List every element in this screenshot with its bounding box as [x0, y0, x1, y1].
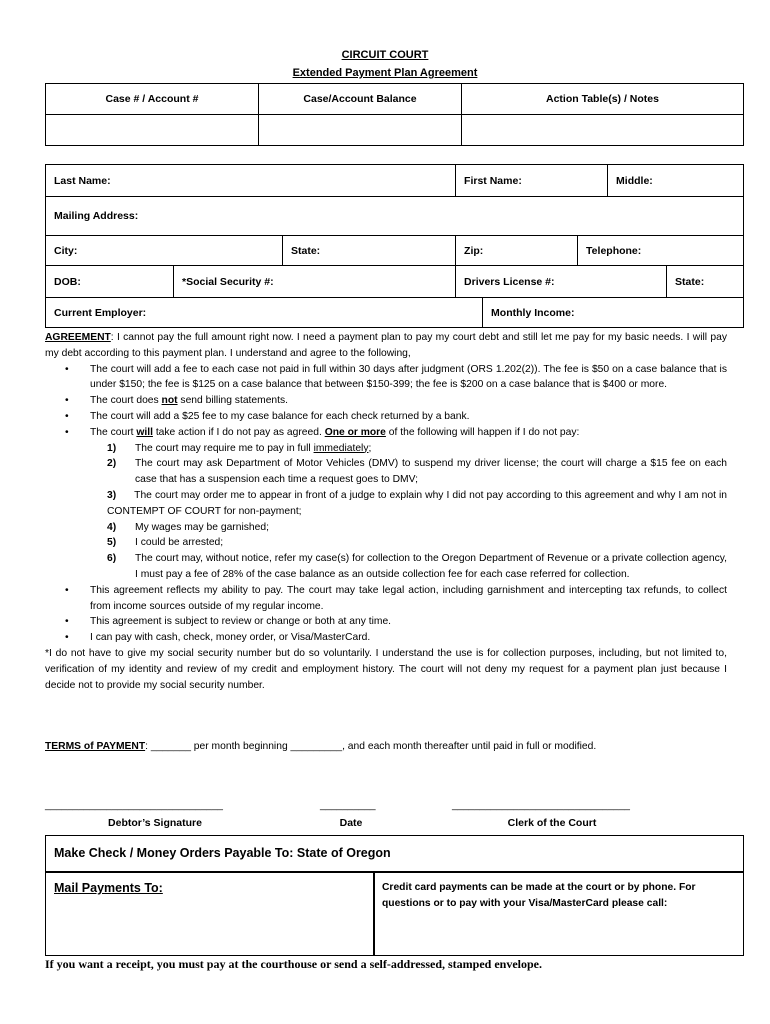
mailing-address-field[interactable]: Mailing Address: [46, 197, 744, 236]
action-text-emphasis: will [136, 426, 153, 438]
consequence-list [45, 441, 727, 583]
list-item [45, 409, 727, 425]
mail-payments-box [45, 871, 375, 956]
case-number-field[interactable] [46, 115, 259, 146]
item-number: 6) [107, 553, 117, 565]
case-balance-field[interactable] [259, 115, 462, 146]
ability-text: This agreement reflects my ability to pay. The court may take legal action, including garnishment and intercepting tax refunds, to collect from income sources outside of my regular income. [90, 584, 727, 612]
item-number: 5) [107, 537, 117, 549]
ssn-field[interactable]: *Social Security #: [174, 266, 456, 298]
income-field[interactable]: Monthly Income: [483, 298, 744, 328]
item-number: 1) [107, 442, 117, 454]
drivers-license-field[interactable]: Drivers License #: [456, 266, 667, 298]
case-balance-header: Case/Account Balance [259, 84, 462, 115]
debtor-signature-label: Debtor’s Signature [108, 817, 202, 829]
consequence-text: The court may require me to pay in full [135, 442, 314, 454]
billing-text-pre: The court does [90, 395, 162, 407]
list-item [45, 362, 727, 394]
terms-text: : _______ per month beginning _________, and each month thereafter until paid in full or modified. [145, 741, 597, 752]
credit-card-box [373, 871, 744, 956]
agreement-list-2 [45, 583, 727, 646]
item-number: 3) [107, 489, 117, 501]
middle-name-field[interactable]: Middle: [608, 165, 744, 197]
returned-check-text: The court will add a $25 fee to my case balance for each check returned by a bank. [90, 410, 470, 422]
terms-of-payment [45, 741, 596, 752]
dob-field[interactable]: DOB: [46, 266, 174, 298]
city-field[interactable]: City: [46, 236, 283, 266]
action-text-pre: The court [90, 426, 137, 438]
employer-field[interactable]: Current Employer: [46, 298, 483, 328]
list-item [45, 535, 727, 551]
agreement-section [45, 330, 727, 693]
list-item [45, 488, 727, 520]
list-item [45, 456, 727, 488]
clerk-label: Clerk of the Court [507, 817, 597, 829]
consequence-text-post: ; [368, 442, 372, 454]
consequence-text: The court may, without notice, refer my case(s) for collection to the Oregon Department of Revenue or a private collection agency, I must pay a fee of 28% of the case balance as an outside collection fee for each case referred for collection. [135, 553, 727, 580]
action-notes-field[interactable] [462, 115, 744, 146]
billing-text-post: send billing statements. [177, 395, 289, 407]
ssn-note: *I do not have to give my social security number but do so voluntarily. I understand the use is for collection purposes, including, but not limited to, verification of my identity and review of my credit and employment history. The court will not deny my request for a payment plan just because I decide not to provide my social security number. [45, 647, 727, 691]
form-title: Extended Payment Plan Agreement [292, 67, 478, 79]
agreement-list [45, 362, 727, 441]
last-name-field[interactable]: Last Name: [46, 165, 456, 197]
consequence-text: The court may ask Department of Motor Vehicles (DMV) to suspend my driver license; the court will charge a $15 fee on each case that has a suspension each time a request goes to DMV; [135, 458, 727, 486]
case-number-header: Case # / Account # [46, 84, 259, 115]
debtor-signature-line[interactable]: ________________________________ [45, 800, 223, 811]
action-text-post: of the following will happen if I do not pay: [385, 426, 580, 438]
review-text: This agreement is subject to review or change or both at any time. [90, 616, 392, 628]
item-number: 2) [107, 458, 117, 470]
consequence-text: My wages may be garnished; [135, 521, 269, 533]
mail-payments-label: Mail Payments To: [54, 881, 163, 895]
list-item [45, 551, 727, 583]
consequence-emphasis: immediately [313, 442, 369, 454]
late-fee-text: The court will add a fee to each case not paid in full within 30 days after judgment (ORS 1.202(2)). The fee is $50 on a case balance that is under $150; the fee is $125 on a case balance that between $150-399; the fee is $200 on a case balance that is $400 or more. [90, 363, 727, 391]
state-field[interactable]: State: [283, 236, 456, 266]
case-table [45, 83, 744, 146]
dl-state-field[interactable]: State: [667, 266, 744, 298]
personal-info-table [45, 164, 744, 328]
list-item [45, 441, 727, 457]
date-line[interactable]: __________ [320, 800, 376, 811]
action-text-mid: take action if I do not pay as agreed. [152, 426, 325, 438]
payable-to-box [45, 835, 744, 873]
clerk-signature-line[interactable]: ________________________________ [452, 800, 630, 811]
receipt-note: If you want a receipt, you must pay at the courthouse or send a self-addressed, stamped envelope. [45, 957, 543, 971]
agreement-label: AGREEMENT [45, 332, 111, 343]
list-item [45, 583, 727, 615]
consequence-text: I could be arrested; [135, 537, 224, 549]
terms-label: TERMS of PAYMENT [45, 741, 146, 752]
agreement-intro: : I cannot pay the full amount right now. I need a payment plan to pay my court debt and still let me pay for my basic needs. I will pay my debt according to this payment plan. I understand and agree to the following, [45, 332, 727, 359]
action-text-emphasis-2: One or more [324, 426, 386, 438]
credit-card-text: Credit card payments can be made at the court or by phone. For questions or to pay with your Visa/MasterCard please call: [382, 882, 696, 909]
telephone-field[interactable]: Telephone: [578, 236, 744, 266]
payable-to-text: Make Check / Money Orders Payable To: State of Oregon [54, 846, 391, 860]
item-number: 4) [107, 521, 117, 533]
first-name-field[interactable]: First Name: [456, 165, 608, 197]
list-item [45, 393, 727, 409]
payment-methods-text: I can pay with cash, check, money order, or Visa/MasterCard. [90, 632, 371, 644]
billing-text-emphasis: not [161, 395, 178, 407]
list-item [45, 425, 727, 441]
consequence-text: The court may order me to appear in front of a judge to explain why I did not pay according to this agreement and why I am not in CONTEMPT OF COURT for non-payment; [107, 489, 727, 517]
zip-field[interactable]: Zip: [456, 236, 578, 266]
court-title: CIRCUIT COURT [341, 49, 429, 61]
list-item [45, 630, 727, 646]
list-item [45, 520, 727, 536]
list-item [45, 614, 727, 630]
date-label: Date [339, 817, 363, 829]
action-notes-header: Action Table(s) / Notes [462, 84, 744, 115]
